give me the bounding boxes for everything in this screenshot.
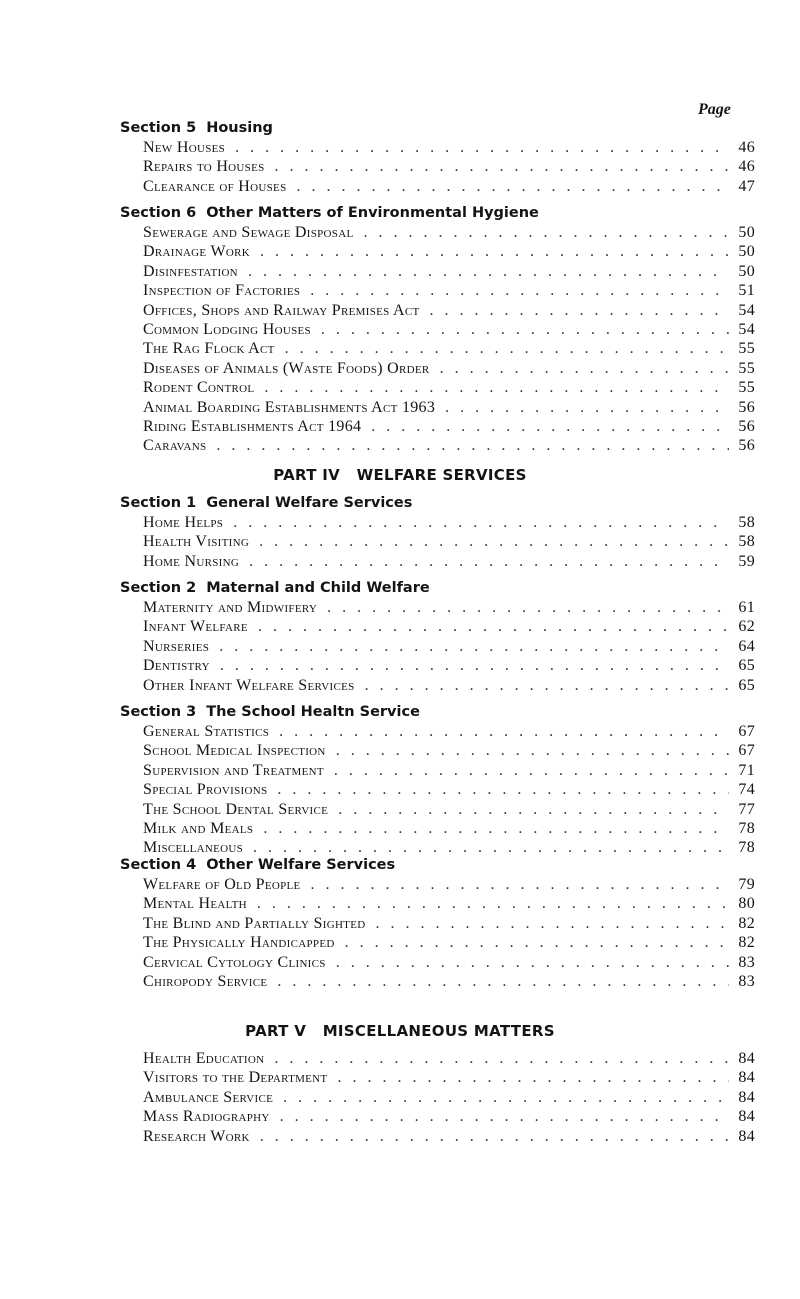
toc-entry	[143, 417, 755, 436]
section-heading-general-welfare	[120, 495, 412, 511]
section-heading-other-welfare	[120, 857, 395, 873]
toc-entry	[143, 1088, 755, 1107]
section-number: Section 5	[120, 120, 197, 136]
dot-leader	[260, 242, 729, 261]
toc-entry-label: Special Provisions	[143, 781, 268, 799]
dot-leader	[219, 637, 729, 656]
dot-leader	[260, 1127, 729, 1146]
toc-entry-page-number: 50	[738, 243, 755, 261]
toc-entry-label: Rodent Control	[143, 379, 255, 397]
dot-leader	[363, 223, 729, 242]
section-title: Other Welfare Services	[206, 857, 396, 873]
section-title: Maternal and Child Welfare	[206, 580, 430, 596]
toc-entry	[143, 436, 755, 455]
toc-entry-page-number: 46	[738, 158, 755, 176]
toc-entry	[143, 359, 755, 378]
section-number: Section 1	[120, 495, 197, 511]
toc-entry-page-number: 78	[738, 819, 755, 837]
dot-leader	[338, 800, 729, 819]
toc-entry-label: New Houses	[143, 139, 226, 156]
toc-entry-label: Home Nursing	[143, 552, 240, 570]
toc-entry-page-number: 65	[738, 676, 755, 694]
toc-entry-label: Welfare of Old People	[143, 876, 301, 893]
toc-entry	[143, 676, 755, 695]
toc-entry-label: Riding Establishments Act 1964	[143, 417, 362, 435]
toc-entry	[143, 617, 755, 636]
toc-entry	[143, 177, 755, 196]
toc-entry-label: Common Lodging Houses	[143, 320, 311, 338]
section-heading-school	[120, 704, 420, 720]
toc-entry-page-number: 47	[738, 177, 755, 195]
dot-leader	[311, 875, 729, 894]
dot-leader	[297, 177, 730, 196]
toc-entry-label: Other Infant Welfare Services	[143, 676, 355, 694]
toc-entry	[143, 1068, 755, 1087]
toc-entry-page-number: 65	[738, 657, 755, 675]
toc-list-school	[143, 722, 755, 858]
dot-leader	[257, 894, 729, 913]
toc-entry-label: The Physically Handicapped	[143, 934, 335, 952]
dot-leader	[274, 1049, 729, 1068]
toc-entry-label: Animal Boarding Establishments Act 1963	[143, 398, 436, 416]
toc-entry	[143, 513, 755, 532]
dot-leader	[235, 138, 729, 157]
toc-entry-page-number: 77	[738, 800, 755, 818]
toc-entry-page-number: 51	[738, 282, 755, 300]
toc-list-general-welfare	[143, 513, 755, 571]
dot-leader	[249, 552, 729, 571]
dot-leader	[263, 819, 729, 838]
toc-entry-page-number: 82	[738, 934, 755, 952]
toc-entry-label: Health Visiting	[143, 533, 250, 551]
toc-entry-label: Maternity and Midwifery	[143, 599, 318, 616]
dot-leader	[283, 1088, 729, 1107]
toc-entry-label: General Statistics	[143, 723, 270, 740]
toc-entry-page-number: 80	[738, 895, 755, 913]
toc-entry-page-number: 84	[738, 1127, 755, 1145]
toc-entry-page-number: 62	[738, 618, 755, 636]
toc-entry-page-number: 78	[738, 839, 755, 857]
toc-entry-label: Cervical Cytology Clinics	[143, 953, 326, 971]
toc-entry	[143, 242, 755, 261]
toc-entry-label: Drainage Work	[143, 243, 250, 261]
toc-entry-label: Caravans	[143, 437, 207, 455]
toc-entry-page-number: 50	[738, 262, 755, 280]
toc-entry	[143, 532, 755, 551]
toc-entry-label: Clearance of Houses	[143, 177, 287, 195]
dot-leader	[277, 780, 729, 799]
toc-entry-page-number: 55	[738, 359, 755, 377]
dot-leader	[264, 378, 729, 397]
toc-entry	[143, 1127, 755, 1146]
toc-entry-page-number: 46	[738, 139, 755, 156]
toc-list-housing	[143, 138, 755, 196]
toc-entry-label: Visitors to the Department	[143, 1069, 328, 1087]
part-iv-heading: PART IV WELFARE SERVICES	[273, 466, 527, 484]
toc-entry	[143, 320, 755, 339]
toc-entry	[143, 914, 755, 933]
section-number: Section 3	[120, 704, 197, 720]
toc-entry-label: Disinfestation	[143, 262, 238, 280]
toc-entry-page-number: 58	[738, 514, 755, 531]
toc-entry	[143, 741, 755, 760]
section-title: General Welfare Services	[206, 495, 413, 511]
toc-entry-page-number: 56	[738, 417, 755, 435]
toc-list-hygiene	[143, 223, 755, 456]
section-number: Section 6	[120, 205, 197, 221]
toc-entry-label: Infant Welfare	[143, 618, 248, 636]
toc-entry-page-number: 59	[738, 552, 755, 570]
toc-entry	[143, 761, 755, 780]
dot-leader	[345, 933, 729, 952]
dot-leader	[277, 972, 729, 991]
toc-entry-page-number: 64	[738, 637, 755, 655]
toc-entry	[143, 157, 755, 176]
dot-leader	[337, 1068, 729, 1087]
toc-entry	[143, 656, 755, 675]
dot-leader	[445, 398, 729, 417]
dot-leader	[336, 741, 729, 760]
dot-leader	[375, 914, 729, 933]
section-heading-housing	[120, 120, 273, 136]
section-title: Housing	[206, 120, 273, 136]
toc-entry	[143, 838, 755, 857]
section-number: Section 4	[120, 857, 197, 873]
dot-leader	[365, 676, 729, 695]
dot-leader	[285, 339, 729, 358]
toc-entry	[143, 1107, 755, 1126]
toc-entry	[143, 800, 755, 819]
toc-entry-label: Inspection of Factories	[143, 282, 301, 300]
dot-leader	[440, 359, 729, 378]
toc-entry	[143, 972, 755, 991]
toc-entry-label: Nurseries	[143, 637, 210, 655]
toc-list-misc	[143, 1049, 755, 1146]
toc-entry	[143, 933, 755, 952]
toc-entry	[143, 637, 755, 656]
toc-entry-label: Chiropody Service	[143, 972, 268, 990]
toc-entry-label: Ambulance Service	[143, 1088, 274, 1106]
dot-leader	[429, 301, 729, 320]
toc-entry-page-number: 84	[738, 1069, 755, 1087]
toc-entry-page-number: 56	[738, 437, 755, 455]
dot-leader	[310, 281, 729, 300]
toc-entry-page-number: 84	[738, 1050, 755, 1067]
toc-entry	[143, 378, 755, 397]
toc-entry-page-number: 84	[738, 1108, 755, 1126]
toc-entry	[143, 398, 755, 417]
toc-entry	[143, 281, 755, 300]
dot-leader	[253, 838, 729, 857]
dot-leader	[233, 513, 729, 532]
toc-entry-page-number: 50	[738, 224, 755, 241]
dot-leader	[321, 320, 729, 339]
toc-entry	[143, 339, 755, 358]
toc-entry	[143, 894, 755, 913]
toc-entry-label: Mental Health	[143, 895, 247, 913]
toc-entry-label: Diseases of Animals (Waste Foods) Order	[143, 359, 430, 377]
toc-entry	[143, 301, 755, 320]
toc-entry-label: Home Helps	[143, 514, 224, 531]
toc-entry-label: Sewerage and Sewage Disposal	[143, 224, 354, 241]
toc-entry-label: Supervision and Treatment	[143, 761, 324, 779]
toc-entry	[143, 598, 755, 617]
toc-entry-label: The Blind and Partially Sighted	[143, 914, 366, 932]
toc-entry	[143, 138, 755, 157]
toc-entry	[143, 875, 755, 894]
toc-entry	[143, 262, 755, 281]
toc-entry-page-number: 61	[738, 599, 755, 616]
toc-entry	[143, 953, 755, 972]
toc-entry-page-number: 83	[738, 972, 755, 990]
toc-list-maternal	[143, 598, 755, 695]
toc-entry-label: Repairs to Houses	[143, 158, 265, 176]
dot-leader	[275, 157, 729, 176]
toc-entry-label: Miscellaneous	[143, 839, 244, 857]
toc-entry-label: Dentistry	[143, 657, 210, 675]
toc-entry-page-number: 74	[738, 781, 755, 799]
toc-entry	[143, 1049, 755, 1068]
toc-entry-label: School Medical Inspection	[143, 742, 326, 760]
toc-entry-page-number: 84	[738, 1088, 755, 1106]
toc-entry-page-number: 79	[738, 876, 755, 893]
toc-entry	[143, 552, 755, 571]
section-number: Section 2	[120, 580, 197, 596]
dot-leader	[371, 417, 729, 436]
section-title: The School Healtn Service	[206, 704, 420, 720]
toc-entry	[143, 223, 755, 242]
toc-list-other-welfare	[143, 875, 755, 991]
dot-leader	[334, 761, 729, 780]
toc-entry-label: The Rag Flock Act	[143, 340, 275, 358]
dot-leader	[258, 617, 729, 636]
section-title: Other Matters of Environmental Hygiene	[206, 205, 539, 221]
toc-entry-page-number: 54	[738, 301, 755, 319]
dot-leader	[248, 262, 729, 281]
toc-entry	[143, 780, 755, 799]
toc-entry-page-number: 54	[738, 320, 755, 338]
section-heading-maternal	[120, 580, 430, 596]
toc-entry-label: Mass Radiography	[143, 1108, 270, 1126]
toc-entry-label: Milk and Meals	[143, 819, 254, 837]
toc-entry-page-number: 71	[738, 761, 755, 779]
toc-entry-page-number: 55	[738, 340, 755, 358]
dot-leader	[279, 722, 729, 741]
dot-leader	[336, 953, 729, 972]
toc-entry	[143, 722, 755, 741]
part-v-heading: PART V MISCELLANEOUS MATTERS	[245, 1022, 555, 1040]
section-heading-hygiene	[120, 205, 539, 221]
toc-entry-page-number: 83	[738, 953, 755, 971]
page-column-label: Page	[698, 101, 731, 118]
toc-entry-page-number: 67	[738, 723, 755, 740]
toc-entry-page-number: 55	[738, 379, 755, 397]
dot-leader	[327, 598, 729, 617]
toc-entry-page-number: 58	[738, 533, 755, 551]
toc-entry-label: The School Dental Service	[143, 800, 329, 818]
toc-entry-page-number: 82	[738, 914, 755, 932]
dot-leader	[220, 656, 729, 675]
dot-leader	[280, 1107, 729, 1126]
toc-entry	[143, 819, 755, 838]
toc-entry-label: Offices, Shops and Railway Premises Act	[143, 301, 420, 319]
toc-entry-label: Health Education	[143, 1050, 265, 1067]
toc-entry-page-number: 67	[738, 742, 755, 760]
dot-leader	[216, 436, 729, 455]
toc-entry-page-number: 56	[738, 398, 755, 416]
dot-leader	[259, 532, 729, 551]
toc-entry-label: Research Work	[143, 1127, 250, 1145]
